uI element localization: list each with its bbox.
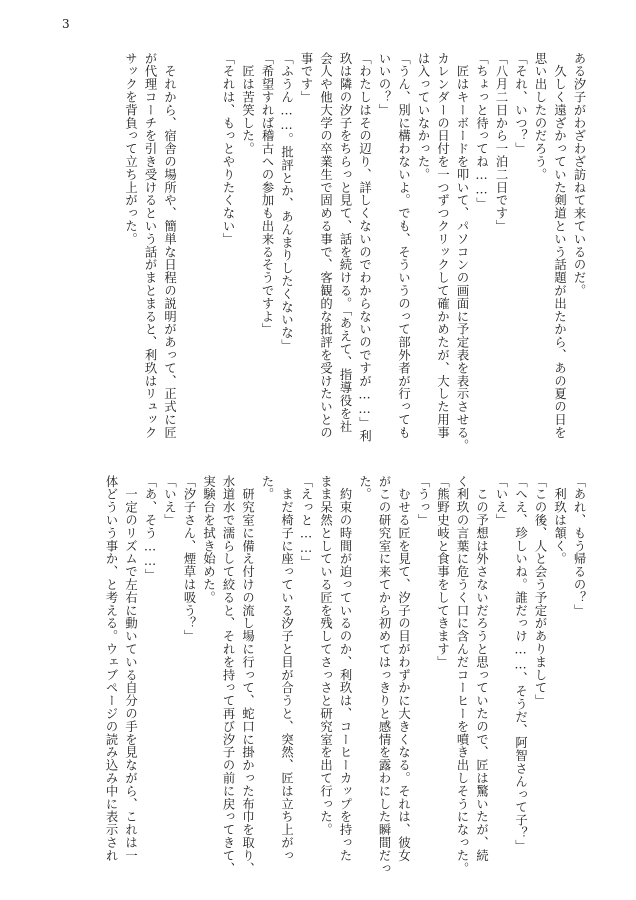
text-line: た。 (357, 475, 372, 501)
text-line: サックを背負って立ち上がった。 (123, 52, 138, 246)
text-line: は入っていなかった。 (416, 52, 430, 181)
text-line: 「いえ」 (494, 475, 508, 527)
text-line: 「えっと……」 (299, 475, 313, 569)
text-line: 「希望すれば稽古への参加も出来るそうですよ」 (260, 52, 274, 336)
text-line: く利玖の言葉に危うく口に含んだコーヒーを噴き出しそうになった。 (455, 475, 469, 875)
text-line: いいの？」 (377, 52, 391, 117)
text-line: 思い出したのだろう。 (533, 52, 547, 181)
page-number: 3 (62, 17, 70, 31)
text-line: 「汐子さん、煙草は吸う？」 (182, 475, 196, 643)
bottom-text-block (101, 475, 589, 875)
text-line: 「ふうん……。批評とか、あんまりしたくないな」 (279, 52, 294, 353)
text-line: 事です」 (299, 52, 313, 104)
text-line: がこの研究室に来てから初めてはっきりと感情を露わにした瞬間だっ (377, 475, 391, 875)
text-line: まだ椅子に座っている汐子と目が合うと、突然、匠は立ち上がっ (279, 475, 294, 862)
text-line: 「うっ」 (416, 475, 430, 527)
text-line: 「ちょっと待ってね……」 (474, 52, 489, 211)
text-line: 「うん、別に構わないよ。でも、そういうのって部外者が行っても (396, 52, 411, 439)
text-line: まま呆然としている匠を残してさっさと研究室を出て行った。 (318, 475, 333, 837)
text-line: 「それは、もっとやりたくない」 (221, 52, 235, 246)
text-line: 研究室に備え付けの流し場に行って、蛇口に掛かった布巾を取り、 (240, 475, 255, 875)
text-line: カレンダーの日付を一つずつクリックして確かめたが、大した用事 (435, 52, 450, 439)
text-line: た。 (260, 475, 274, 501)
text-line: 一定のリズムで左右に動いている自分の手を見ながら、これは一 (123, 475, 138, 862)
text-line: 「いえ」 (162, 475, 177, 527)
text-line: 玖は隣の汐子をちらっと見て、話を続ける。「あえて、指導役を社 (338, 52, 352, 433)
text-line: 利玖は頷く。 (552, 475, 567, 566)
text-line: 「あれ、もう帰るの？」 (572, 475, 586, 617)
text-line: 「あ、そう……」 (143, 475, 157, 582)
text-line: それから、宿舎の場所や、簡単な日程の説明があって、正式に匠 (162, 52, 177, 439)
text-line: むせる匠を見て、汐子の目がわずかに大きくなる。それは、彼女 (396, 475, 411, 862)
text-line: 約束の時間が迫っているのか、利玖は、コーヒーカップを持った (338, 475, 352, 862)
text-line: 「へえ、珍しいね。誰だっけ……、そうだ、阿智さんって子？」 (513, 475, 528, 853)
top-text-block (120, 52, 588, 452)
text-line: 久しく遠ざかっていた剣道という話題が出たから、あの夏の日を (552, 52, 567, 439)
text-line: 「この後、人と会う予定がありまして」 (533, 475, 547, 708)
text-line: ある汐子がわざわざ訪ねて来ているのだ。 (572, 52, 586, 298)
text-line: 水道水で濡らして絞ると、それを持って再び汐子の前に戻ってきて、 (221, 475, 235, 875)
text-line: 「それ、いつ？」 (513, 52, 528, 156)
text-line: この予想は外さないだろうと思っていたので、匠は驚いたが、続 (474, 475, 489, 862)
text-line: 匠はキーボードを叩いて、パソコンの画面に予定表を表示させる。 (455, 52, 469, 452)
text-line: 「八月二日から一泊二日です」 (494, 52, 508, 233)
text-line: 匠は苦笑した。 (240, 52, 255, 156)
text-line: 「わたしはその辺り、詳しくないのでわからないのですが……」利 (357, 52, 372, 443)
text-line: 実験台を拭き始めた。 (201, 475, 216, 604)
text-line: 「熊野史岐と食事をしてきます」 (435, 475, 450, 669)
text-line: 会人や他大学の卒業生で固める事で、客観的な批評を受けたいとの (318, 52, 333, 439)
text-line: 体どういう事か、と考える。ウェブページの読み込み中に表示され (104, 475, 118, 862)
text-line: が代理コーチを引き受けるという話がまとまると、利玖はリュック (143, 52, 157, 439)
